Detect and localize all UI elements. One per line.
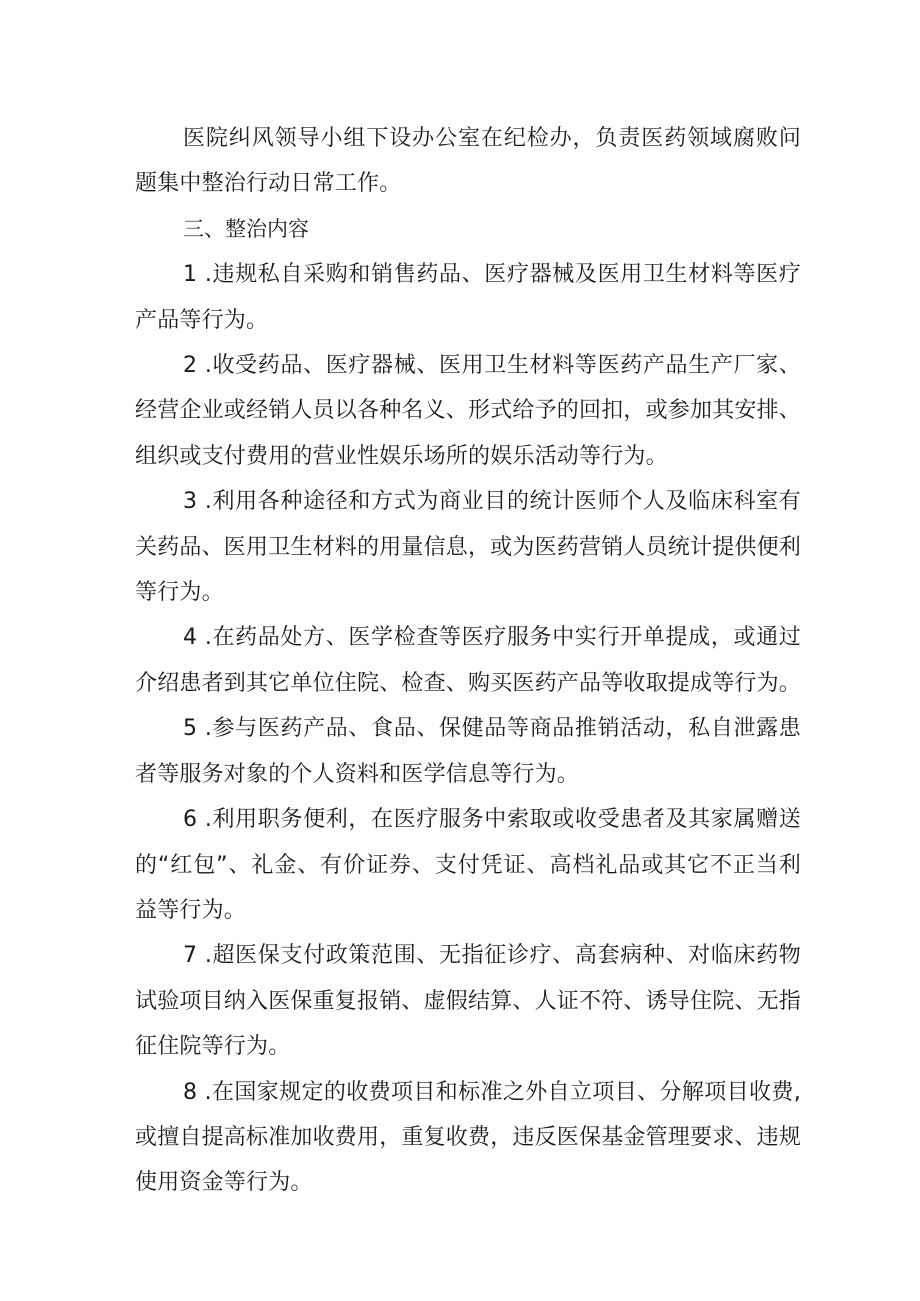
document-body <box>135 116 801 1206</box>
list-item-2: 2 .收受药品、医疗器械、医用卫生材料等医药产品生产厂家、经营企业或经销人员以各种名义、形式给予的回扣，或参加其安排、组织或支付费用的营业性娱乐场所的娱乐活动等行为。 <box>135 353 802 469</box>
list-item-1: 1 .违规私自采购和销售药品、医疗器械及医用卫生材料等医疗产品等行为。 <box>135 262 801 333</box>
list-item-7: 7 .超医保支付政策范围、无指征诊疗、高套病种、对临床药物试验项目纳入医保重复报销、虚假结算、人证不符、诱导住院、无指征住院等行为。 <box>135 943 802 1060</box>
list-item-4: 4 .在药品处方、医学检查等医疗服务中实行开单提成，或通过介绍患者到其它单位住院、检查、购买医药产品等收取提成等行为。 <box>135 625 802 696</box>
list-item-3: 3 .利用各种途径和方式为商业目的统计医师个人及临床科室有关药品、医用卫生材料的用量信息，或为医药营销人员统计提供便利等行为。 <box>135 489 802 606</box>
paragraph-office-intro: 医院纠风领导小组下设办公室在纪检办，负责医药领域腐败问题集中整治行动日常工作。 <box>135 126 801 197</box>
list-item-5: 5 .参与医药产品、食品、保健品等商品推销活动，私自泄露患者等服务对象的个人资料和医学信息等行为。 <box>135 716 801 787</box>
list-item-8: 8 .在国家规定的收费项目和标准之外自立项目、分解项目收费,或擅自提高标准加收费用，重复收费，违反医保基金管理要求、违规使用资金等行为。 <box>135 1079 802 1196</box>
list-item-6: 6 .利用职务便利，在医疗服务中索取或收受患者及其家属赠送的“红包”、礼金、有价证券、支付凭证、高档礼品或其它不正当利益等行为。 <box>135 807 801 923</box>
section-heading: 三、整治内容 <box>183 216 309 241</box>
